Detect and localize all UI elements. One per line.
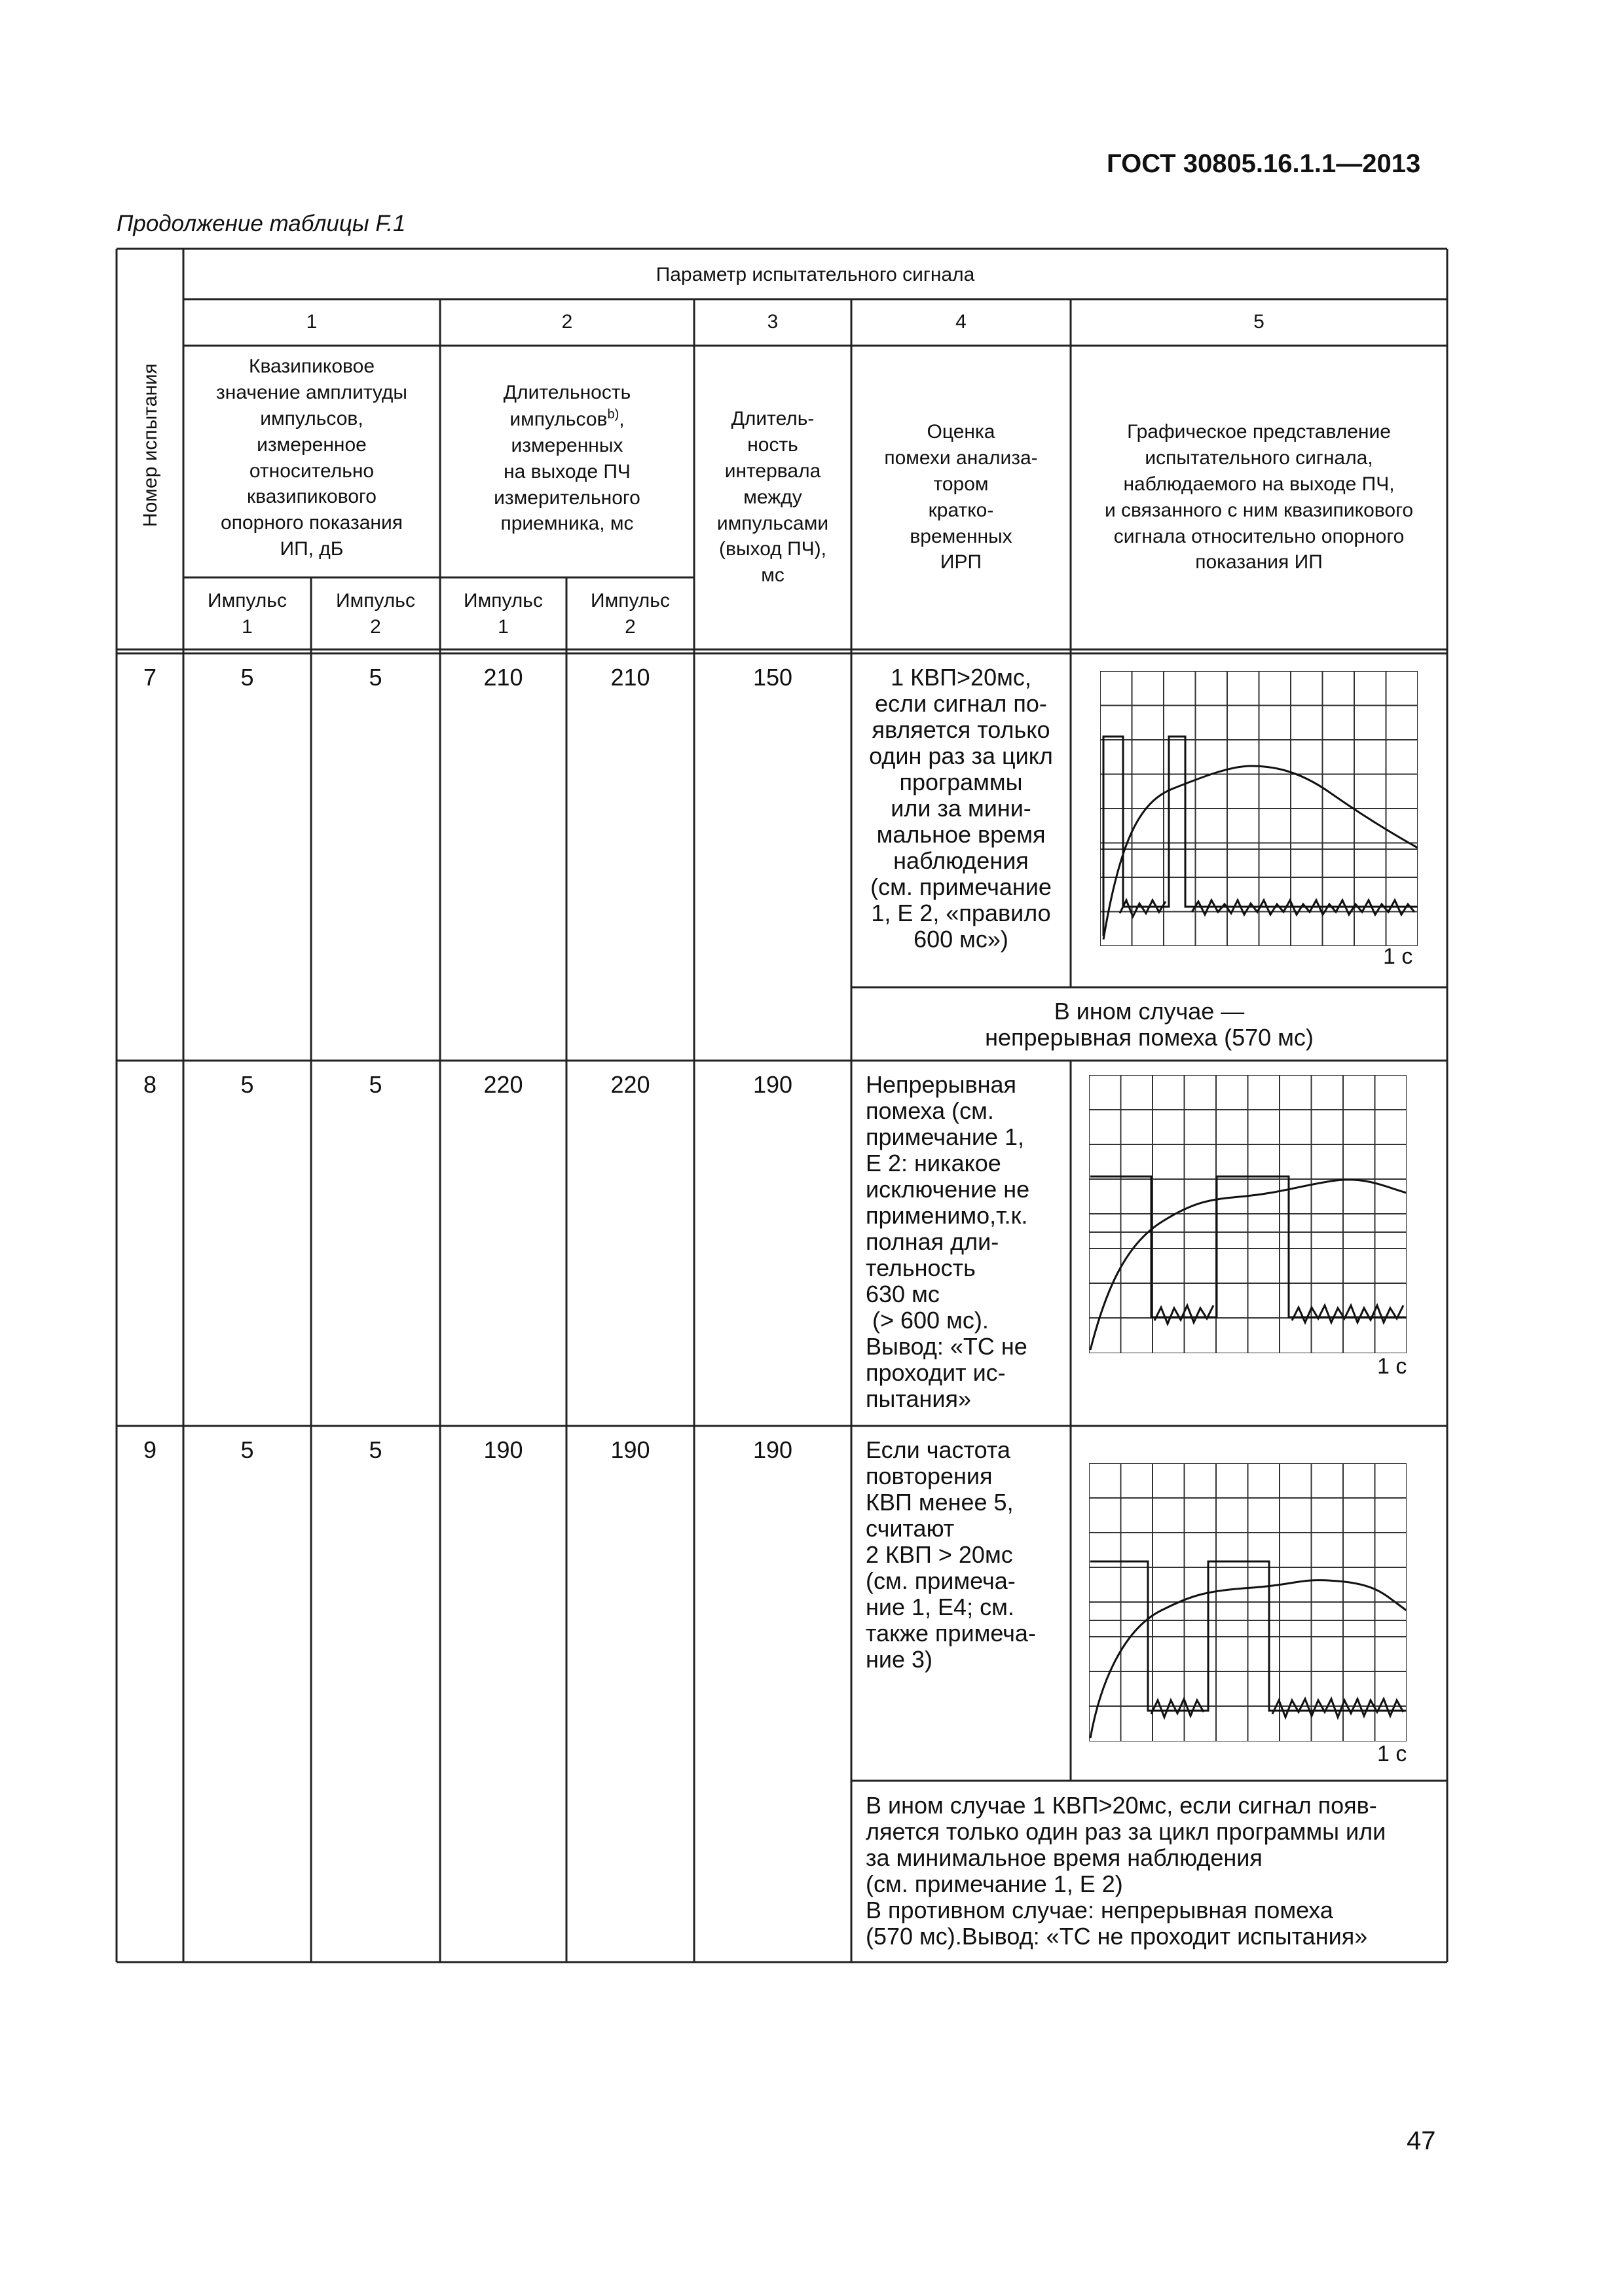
header-line: Импульс: [336, 590, 415, 611]
row8-test-number: 8: [143, 1071, 157, 1098]
row8-dur-imp2: 220: [610, 1071, 650, 1098]
text-line: мальное время: [876, 821, 1046, 848]
header-line: наблюдаемого на выходе ПЧ,: [1123, 473, 1395, 495]
text-line: ние 1, Е4; см.: [866, 1594, 1014, 1620]
text-line: (см. примечание: [870, 873, 1052, 900]
header-line: тором: [933, 473, 989, 495]
text-line: также примеча-: [866, 1620, 1036, 1647]
col-header-interval: [694, 406, 851, 589]
header-line: приемника, мс: [500, 513, 634, 535]
row7-amp-imp2: 5: [369, 664, 382, 691]
text-line: или за мини-: [891, 795, 1031, 822]
row9-assessment: [866, 1437, 1069, 1673]
test-number-header-label: Номер испытания: [139, 363, 161, 527]
text-line: полная дли-: [866, 1228, 999, 1255]
col-number-4: 4: [955, 311, 967, 333]
text-line: 630 мс: [866, 1281, 940, 1307]
subheader-dur-imp1: [440, 588, 566, 640]
row7-scope-label: 1 с: [1383, 944, 1413, 969]
text-line: (см. примеча-: [866, 1567, 1016, 1594]
header-text: импульсов: [509, 408, 608, 430]
text-line: ляется только один раз за цикл программы или: [866, 1818, 1386, 1845]
col-number-3: 3: [767, 311, 779, 333]
col-number-2: 2: [561, 311, 573, 333]
col-number-1: 1: [306, 311, 318, 333]
header-line: временных: [910, 525, 1012, 547]
text-line: В противном случае: непрерывная помеха: [866, 1897, 1333, 1923]
header-line: ИП, дБ: [280, 538, 344, 560]
row7-dur-imp2: 210: [610, 664, 650, 691]
header-line: показания ИП: [1195, 551, 1323, 574]
row7-assessment: [851, 665, 1071, 953]
page-number: 47: [1407, 2126, 1436, 2155]
header-line: 2: [370, 615, 381, 638]
header-line: Квазипиковое: [248, 355, 375, 377]
row8-assessment: [866, 1072, 1069, 1412]
header-line: 2: [625, 615, 636, 638]
row9-test-number: 9: [143, 1436, 157, 1463]
text-line: помеха (см.: [866, 1097, 994, 1124]
subheader-amp-imp2: [311, 588, 440, 640]
row7-interval: 150: [752, 664, 793, 691]
footnote-marker: b): [607, 407, 619, 422]
row8-amp-imp1: 5: [240, 1071, 254, 1098]
row9-dur-imp1: 190: [483, 1436, 523, 1463]
row9-amp-imp2: 5: [369, 1436, 382, 1463]
header-line: Оценка: [927, 421, 995, 443]
text-line: Если частота: [866, 1436, 1010, 1463]
text-line: 2 КВП > 20мс: [866, 1541, 1013, 1568]
header-line: (выход ПЧ),: [719, 538, 826, 560]
header-line: испытательного сигнала,: [1145, 446, 1373, 469]
header-line: и связанного с ним квазипикового: [1104, 499, 1414, 521]
group-header: Параметр испытательного сигнала: [655, 264, 975, 285]
subheader-dur-imp2: [566, 588, 694, 640]
header-line: измеренное: [257, 433, 367, 456]
text-line: программы: [899, 769, 1023, 795]
text-line: за минимальное время наблюдения: [866, 1844, 1263, 1871]
document-header: ГОСТ 30805.16.1.1—2013: [1107, 149, 1421, 178]
row8-oscillogram: [1089, 1075, 1407, 1353]
text-line: В ином случае 1 КВП>20мс, если сигнал появ-: [866, 1792, 1377, 1819]
text-line: 1 КВП>20мс,: [891, 664, 1031, 691]
text-line: (570 мс).Вывод: «ТС не проходит испытания»: [866, 1923, 1368, 1950]
row7-oscillogram: [1100, 671, 1418, 946]
text-line: повторения: [866, 1463, 993, 1489]
text-line: КВП менее 5,: [866, 1489, 1014, 1516]
header-line: импульсов,: [260, 407, 363, 429]
header-line: кратко-: [928, 499, 994, 521]
header-line: квазипикового: [247, 486, 377, 508]
text-line: Непрерывная: [866, 1071, 1016, 1098]
text-line: непрерывная помеха (570 мс): [985, 1024, 1314, 1051]
header-line: ность: [747, 433, 798, 456]
text-line: проходит ис-: [866, 1359, 1006, 1386]
col-number-5: 5: [1253, 311, 1264, 333]
text-line: ние 3): [866, 1646, 933, 1673]
text-line: если сигнал по-: [875, 690, 1047, 717]
subheader-amp-imp1: [183, 588, 311, 640]
header-line: Импульс: [591, 590, 670, 611]
header-text: ,: [619, 408, 625, 430]
text-line: пытания»: [866, 1385, 971, 1412]
header-line: интервала: [724, 460, 821, 482]
row9-scope-label: 1 с: [1377, 1741, 1407, 1766]
text-line: считают: [866, 1515, 955, 1542]
header-line: импульсами: [716, 512, 829, 534]
header-line: измеренных: [511, 434, 623, 456]
text-line: является только: [872, 716, 1050, 743]
header-line: мс: [761, 564, 784, 587]
header-line: Длитель-: [731, 408, 815, 429]
header-line: помехи анализа-: [884, 446, 1038, 469]
row8-dur-imp1: 220: [483, 1071, 523, 1098]
header-line: опорного показания: [221, 512, 403, 534]
text-line: наблюдения: [893, 847, 1029, 874]
header-line: 1: [498, 615, 509, 638]
text-line: исключение не: [866, 1176, 1030, 1203]
row8-interval: 190: [752, 1071, 793, 1098]
header-line: [440, 406, 694, 433]
row9-amp-imp1: 5: [240, 1436, 254, 1463]
row9-oscillogram: [1089, 1463, 1407, 1741]
header-line: относительно: [249, 460, 375, 482]
text-line: примечание 1,: [866, 1123, 1025, 1150]
header-line: Графическое представление: [1127, 421, 1391, 443]
text-line: В ином случае —: [1054, 998, 1245, 1025]
header-line: на выходе ПЧ: [504, 460, 631, 483]
header-line: сигнала относительно опорного: [1113, 525, 1405, 547]
test-number-header: [118, 249, 183, 642]
header-line: между: [743, 486, 802, 508]
col-header-assessment: [851, 419, 1071, 575]
row9-otherwise: [866, 1793, 1445, 1950]
row7-test-number: 7: [143, 664, 157, 691]
text-line: Е 2: никакое: [866, 1150, 1001, 1176]
table-caption: Продолжение таблицы F.1: [117, 211, 406, 236]
row8-amp-imp2: 5: [369, 1071, 382, 1098]
text-line: Вывод: «ТС не: [866, 1333, 1027, 1360]
text-line: (см. примечание 1, Е 2): [866, 1870, 1123, 1897]
text-line: (> 600 мс).: [866, 1307, 989, 1334]
col-header-duration: [440, 380, 694, 537]
header-line: 1: [242, 615, 253, 638]
header-line: измерительного: [494, 486, 640, 509]
row7-dur-imp1: 210: [483, 664, 523, 691]
text-line: 1, Е 2, «правило: [871, 900, 1051, 926]
text-line: один раз за цикл: [869, 742, 1053, 769]
text-line: применимо,т.к.: [866, 1202, 1028, 1229]
row9-interval: 190: [752, 1436, 793, 1463]
row8-scope-label: 1 с: [1377, 1354, 1407, 1379]
col-header-graphic: [1071, 419, 1447, 575]
header-line: ИРП: [940, 551, 982, 574]
row7-otherwise: [851, 998, 1447, 1051]
header-line: Длительность: [503, 382, 631, 403]
header-line: значение амплитуды: [216, 381, 407, 403]
header-line: Импульс: [464, 590, 543, 611]
text-line: 600 мс»): [913, 926, 1008, 953]
row7-amp-imp1: 5: [240, 664, 254, 691]
header-line: Импульс: [208, 590, 287, 611]
row9-dur-imp2: 190: [610, 1436, 650, 1463]
text-line: тельность: [866, 1254, 976, 1281]
col-header-amplitude: [183, 354, 440, 562]
